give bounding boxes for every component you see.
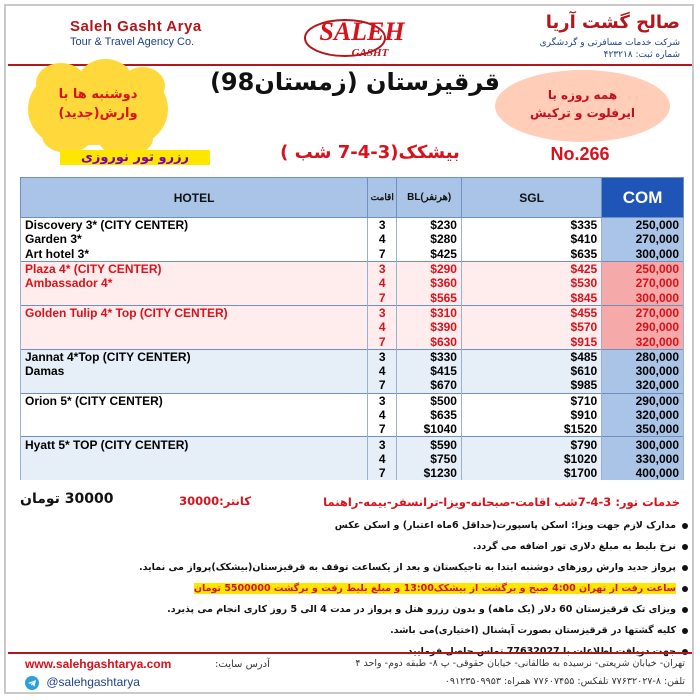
com-price-cell: 300,000 [602, 290, 684, 305]
bl-price-cell: $750 [397, 452, 462, 466]
nights-cell: 3 [368, 393, 397, 408]
company-logo [300, 10, 425, 60]
logo-text-bottom: GASHT [351, 47, 389, 59]
sgl-price-cell: $455 [461, 305, 601, 320]
footer-telegram-handle: @salehgashtarya [46, 675, 140, 689]
nights-cell: 3 [368, 437, 397, 452]
bl-price-cell: $360 [397, 276, 462, 290]
table-row [21, 437, 684, 452]
nights-cell: 4 [368, 232, 397, 246]
com-price-cell: 250,000 [602, 261, 684, 276]
bl-price-cell: $425 [397, 247, 462, 262]
note-text: ساعت رفت از تهران 4:00 صبح و برگشت از بیشکک13:00 و مبلغ بلیط رفت و برگشت 5500000 تومان [193, 583, 676, 594]
nights-cell: 3 [368, 218, 397, 233]
com-price-cell: 270,000 [602, 276, 684, 290]
nights-cell: 7 [368, 290, 397, 305]
footer-address: تهران- خیابان شریعتی- نرسیده به طالقانی- خیابان حقوقی- پ ۸- طبقه دوم- واحد ۴ [355, 658, 685, 669]
table-header-row [21, 178, 684, 218]
table-row [21, 247, 684, 262]
com-price-cell: 290,000 [602, 320, 684, 334]
sgl-price-cell: $610 [461, 364, 601, 378]
notes-list [20, 519, 688, 666]
com-price-cell: 250,000 [602, 218, 684, 233]
table-row [21, 466, 684, 480]
bl-price-cell: $565 [397, 290, 462, 305]
table-row [21, 261, 684, 276]
nights-cell: 4 [368, 408, 397, 422]
nights-cell: 7 [368, 466, 397, 480]
nights-cell: 4 [368, 276, 397, 290]
nights-cell: 3 [368, 305, 397, 320]
airline-line-2: ایرفلوت و ترکیش [529, 106, 636, 120]
counter-fee: کانتر:30000 [179, 494, 251, 508]
table-row [21, 305, 684, 320]
com-price-cell: 400,000 [602, 466, 684, 480]
hotel-cell [21, 290, 368, 305]
header-fa-subtitle: شرکت خدمات مسافرتی و گردشگری [539, 38, 680, 48]
note-item [20, 582, 688, 603]
nights-cell: 4 [368, 320, 397, 334]
hotel-cell: Art hotel 3* [21, 247, 368, 262]
hotel-cell [21, 408, 368, 422]
note-text: ویزای تک قرقیزستان 60 دلار (یک ماهه) و بدون رزرو هتل و پرواز در مدت 4 الی 5 روز کاری انجام می پذیرد. [167, 604, 676, 615]
tour-number: No.266 [550, 144, 610, 164]
table-row [21, 320, 684, 334]
note-text: پرواز جدید وارش روزهای دوشنبه ابتدا به تاجیکستان و بعد از یکساعت توقف به قرقیزستان(بیشکک)پرواز می نماید. [138, 562, 676, 573]
hotel-cell [21, 334, 368, 349]
table-row [21, 452, 684, 466]
hotel-cell [21, 320, 368, 334]
header-fa-title: صالح گشت آریا [545, 12, 680, 33]
hotel-cell: Golden Tulip 4* Top (CITY CENTER) [21, 305, 368, 320]
com-price-cell: 270,000 [602, 305, 684, 320]
header-en-subtitle: Tour & Travel Agency Co. [70, 36, 195, 48]
table-row [21, 408, 684, 422]
table-row [21, 290, 684, 305]
table-row [21, 364, 684, 378]
promo-cloud-line-1: دوشنبه ها با [58, 87, 138, 102]
hotel-cell: Discovery 3* (CITY CENTER) [21, 218, 368, 233]
bl-price-cell: $280 [397, 232, 462, 246]
note-item [20, 561, 688, 582]
bl-price-cell: $230 [397, 218, 462, 233]
table-row [21, 218, 684, 233]
airline-line-1: همه روزه با [547, 88, 618, 102]
hotel-cell: Orion 5* (CITY CENTER) [21, 393, 368, 408]
sgl-price-cell: $530 [461, 276, 601, 290]
sgl-price-cell: $910 [461, 408, 601, 422]
hotel-cell [21, 422, 368, 437]
hotel-cell [21, 378, 368, 393]
sgl-price-cell: $410 [461, 232, 601, 246]
bullet-icon [682, 586, 688, 592]
page-title: قرقیزستان (زمستان98) [209, 68, 501, 96]
airline-blob-text [500, 86, 665, 122]
com-price-cell: 300,000 [602, 364, 684, 378]
sgl-price-cell: $425 [461, 261, 601, 276]
com-price-cell: 300,000 [602, 437, 684, 452]
bullet-icon [682, 544, 688, 550]
bl-price-cell: $500 [397, 393, 462, 408]
note-text: نرخ بلیط به مبلغ دلاری تور اضافه می گردد. [472, 541, 676, 552]
header-en-title: Saleh Gasht Arya [70, 18, 202, 35]
sgl-price-cell: $1520 [461, 422, 601, 437]
nowruz-badge: رزرو تور نوروزی [60, 150, 210, 165]
sgl-price-cell: $710 [461, 393, 601, 408]
sgl-price-cell: $1020 [461, 452, 601, 466]
note-text: کلیه گشتها در قرقیزستان بصورت آپشنال (اختیاری)می باشد. [390, 625, 676, 636]
bl-price-cell: $390 [397, 320, 462, 334]
bl-price-cell: $415 [397, 364, 462, 378]
sgl-price-cell: $845 [461, 290, 601, 305]
logo-text-top: SALEH [319, 17, 405, 46]
promo-cloud-line-2: وارش(جدید) [58, 106, 138, 121]
com-price-cell: 300,000 [602, 247, 684, 262]
hotel-cell: Hyatt 5* TOP (CITY CENTER) [21, 437, 368, 452]
bullet-icon [682, 565, 688, 571]
note-item [20, 519, 688, 540]
bl-price-cell: $635 [397, 408, 462, 422]
bullet-icon [682, 523, 688, 529]
table-row [21, 334, 684, 349]
footer-telegram[interactable] [25, 675, 140, 690]
footer-website-label: آدرس سایت: [215, 659, 270, 670]
hotel-cell [21, 466, 368, 480]
tour-services: خدمات تور: 3-4-7شب اقامت-صبحانه-ویزا-ترانسفر-بیمه-راهنما [323, 495, 680, 509]
price-table [20, 177, 684, 480]
col-header-bl: BL(هرنفر) [397, 178, 462, 218]
route-label: بیشکک(3-4-7 شب ) [280, 142, 460, 163]
sgl-price-cell: $335 [461, 218, 601, 233]
com-price-cell: 280,000 [602, 349, 684, 364]
sgl-price-cell: $915 [461, 334, 601, 349]
hotel-cell: Ambassador 4* [21, 276, 368, 290]
nights-cell: 3 [368, 261, 397, 276]
note-item [20, 603, 688, 624]
table-row [21, 393, 684, 408]
bl-price-cell: $330 [397, 349, 462, 364]
nights-cell: 7 [368, 247, 397, 262]
telegram-icon [25, 676, 39, 690]
com-price-cell: 270,000 [602, 232, 684, 246]
sgl-price-cell: $570 [461, 320, 601, 334]
sgl-price-cell: $985 [461, 378, 601, 393]
nights-cell: 7 [368, 378, 397, 393]
nights-cell: 7 [368, 334, 397, 349]
hotel-cell: Damas [21, 364, 368, 378]
col-header-hotel: HOTEL [21, 178, 368, 218]
footer-website-link[interactable]: www.salehgashtarya.com [25, 657, 172, 671]
hotel-cell: Plaza 4* (CITY CENTER) [21, 261, 368, 276]
table-row [21, 422, 684, 437]
bl-price-cell: $1040 [397, 422, 462, 437]
sgl-price-cell: $790 [461, 437, 601, 452]
col-header-com: COM [602, 178, 684, 218]
note-text: مدارک لازم جهت ویزا: اسکن پاسپورت(حداقل 6ماه اعتبار) و اسکن عکس [334, 520, 676, 531]
com-price-cell: 320,000 [602, 408, 684, 422]
table-row [21, 232, 684, 246]
bl-price-cell: $630 [397, 334, 462, 349]
nights-cell: 4 [368, 364, 397, 378]
table-row [21, 276, 684, 290]
bl-price-cell: $290 [397, 261, 462, 276]
header-fa-registration: شماره ثبت: ۴۲۳۲۱۸ [603, 50, 680, 60]
col-header-sgl: SGL [461, 178, 601, 218]
table-row [21, 378, 684, 393]
promo-cloud-text [30, 85, 166, 123]
com-price-cell: 290,000 [602, 393, 684, 408]
hotel-cell [21, 452, 368, 466]
sgl-price-cell: $485 [461, 349, 601, 364]
bl-price-cell: $670 [397, 378, 462, 393]
col-header-nights: اقامت [368, 178, 397, 218]
bl-price-cell: $1230 [397, 466, 462, 480]
hotel-cell: Garden 3* [21, 232, 368, 246]
com-price-cell: 350,000 [602, 422, 684, 437]
table-row [21, 349, 684, 364]
com-price-cell: 320,000 [602, 334, 684, 349]
bl-price-cell: $310 [397, 305, 462, 320]
footer-phones: تلفن: ۸-۷۷۶۳۲۰۲۷ تلفکس: ۷۷۶۰۷۴۵۵ همراه: ۰۹۱۲۳۵۰۹۹۵۳ [444, 676, 685, 687]
hotel-cell: Jannat 4*Top (CITY CENTER) [21, 349, 368, 364]
sgl-price-cell: $1700 [461, 466, 601, 480]
nights-cell: 7 [368, 422, 397, 437]
sgl-price-cell: $635 [461, 247, 601, 262]
bl-price-cell: $590 [397, 437, 462, 452]
bullet-icon [682, 628, 688, 634]
nights-cell: 3 [368, 349, 397, 364]
com-price-cell: 320,000 [602, 378, 684, 393]
note-item [20, 624, 688, 645]
counter-toman: 30000 تومان [20, 491, 114, 507]
note-item [20, 540, 688, 561]
footer-divider [8, 652, 692, 654]
bullet-icon [682, 607, 688, 613]
com-price-cell: 330,000 [602, 452, 684, 466]
nights-cell: 4 [368, 452, 397, 466]
